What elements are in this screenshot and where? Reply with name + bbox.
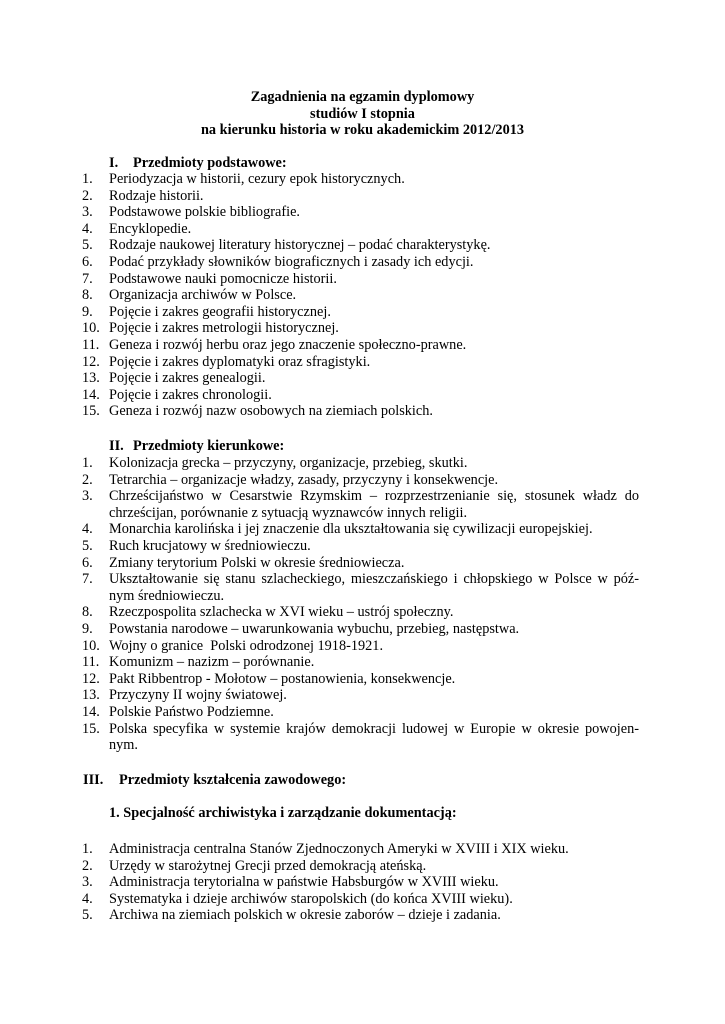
section-2-list — [0, 455, 725, 754]
list-item — [0, 874, 725, 891]
item-number: 14. — [82, 386, 100, 403]
item-number: 5. — [82, 237, 93, 254]
list-item — [0, 254, 725, 271]
item-number: 3. — [82, 488, 93, 505]
item-number: 10. — [82, 637, 100, 654]
item-number: 6. — [82, 253, 93, 270]
item-text: Wojny o granice Polski odrodzonej 1918-1921. — [109, 637, 384, 654]
item-text: Archiwa na ziemiach polskich w okresie zaborów – dzieje i zadania. — [109, 907, 501, 924]
item-text: Ruch krucjatowy w średniowieczu. — [109, 537, 311, 554]
item-text: Rodzaje naukowej literatury historycznej – podać charakterystykę. — [109, 237, 491, 254]
item-number: 6. — [82, 554, 93, 571]
item-text: Podstawowe nauki pomocnicze historii. — [109, 270, 337, 287]
item-text: Chrześcijaństwo w Cesarstwie Rzymskim – rozprzestrzenianie się, stosunek władz do chrześcijan, porównanie z sytuacją wyznawców innych religii. — [109, 488, 639, 521]
item-text: Administracja centralna Stanów Zjednoczonych Ameryki w XVIII i XIX wieku. — [109, 841, 569, 857]
list-item — [0, 287, 725, 304]
list-item — [0, 671, 725, 688]
list-item — [0, 687, 725, 704]
item-text: Kolonizacja grecka – przyczyny, organizacje, przebieg, skutki. — [109, 455, 468, 471]
section-3-numeral: III. — [83, 772, 104, 788]
item-number: 10. — [82, 320, 100, 337]
list-item — [0, 571, 725, 604]
item-text: Monarchia karolińska i jej znaczenie dla ukształtowania się cywilizacji europejskiej. — [109, 521, 593, 538]
item-number: 3. — [82, 874, 93, 891]
item-number: 4. — [82, 521, 93, 538]
item-number: 3. — [82, 204, 93, 221]
list-item — [0, 521, 725, 538]
list-item — [0, 237, 725, 254]
section-3-subheading: 1. Specjalność archiwistyka i zarządzanie dokumentacją: — [109, 805, 457, 821]
item-text: Pojęcie i zakres genealogii. — [109, 370, 266, 387]
list-item — [0, 858, 725, 875]
item-text: Polska specyfika w systemie krajów demokracji ludowej w Europie w okresie powojen-nym. — [109, 720, 639, 754]
list-item — [0, 370, 725, 387]
item-text: Rzeczpospolita szlachecka w XVI wieku – ustrój społeczny. — [109, 604, 454, 621]
item-number: 4. — [82, 220, 93, 237]
item-number: 1. — [82, 841, 93, 857]
section-3-list — [0, 841, 725, 924]
item-text: Pakt Ribbentrop - Mołotow – postanowienia, konsekwencje. — [109, 670, 456, 687]
section-1-list — [0, 171, 725, 420]
item-number: 7. — [82, 270, 93, 287]
title-line-3: na kierunku historia w roku akademickim 2012/2013 — [200, 122, 525, 138]
list-item — [0, 320, 725, 337]
list-item — [0, 354, 725, 371]
section-1-heading — [109, 155, 287, 172]
item-number: 15. — [82, 403, 100, 420]
item-number: 5. — [82, 537, 93, 554]
section-2-heading — [109, 438, 284, 455]
item-number: 2. — [82, 857, 93, 874]
list-item — [0, 271, 725, 288]
list-item — [0, 907, 725, 924]
item-text: Systematyka i dzieje archiwów staropolskich (do końca XVIII wieku). — [109, 890, 513, 907]
list-item — [0, 555, 725, 572]
list-item — [0, 654, 725, 671]
list-item — [0, 403, 725, 420]
list-item — [0, 204, 725, 221]
item-number: 14. — [82, 703, 100, 720]
item-number: 4. — [82, 890, 93, 907]
item-text: Tetrarchia – organizacje władzy, zasady, przyczyny i konsekwencje. — [109, 471, 499, 488]
item-number: 8. — [82, 287, 93, 304]
list-item — [0, 337, 725, 354]
item-number: 11. — [82, 654, 100, 671]
section-2-numeral: II. — [109, 438, 124, 454]
item-text: Ukształtowanie się stanu szlacheckiego, mieszczańskiego i chłopskiego w Polsce w póź-nym średniowieczu. — [109, 571, 639, 604]
list-item — [0, 704, 725, 721]
item-text: Przyczyny II wojny światowej. — [109, 687, 287, 704]
item-text: Pojęcie i zakres dyplomatyki oraz sfragistyki. — [109, 353, 371, 370]
item-number: 1. — [82, 455, 93, 471]
item-number: 13. — [82, 370, 100, 387]
item-number: 12. — [82, 353, 100, 370]
list-item — [0, 304, 725, 321]
title-line-1: Zagadnienia na egzamin dyplomowy — [250, 89, 475, 105]
list-item — [0, 721, 725, 754]
list-item — [0, 188, 725, 205]
list-item — [0, 621, 725, 638]
list-item — [0, 387, 725, 404]
section-2-title: Przedmioty kierunkowe: — [133, 438, 285, 454]
item-number: 5. — [82, 907, 93, 924]
item-number: 15. — [82, 720, 100, 737]
item-number: 12. — [82, 670, 100, 687]
section-3-title: Przedmioty kształcenia zawodowego: — [119, 772, 347, 788]
item-number: 8. — [82, 604, 93, 621]
item-number: 9. — [82, 303, 93, 320]
item-text: Pojęcie i zakres metrologii historycznej. — [109, 320, 339, 337]
section-1-title: Przedmioty podstawowe: — [133, 155, 287, 171]
item-number: 9. — [82, 620, 93, 637]
list-item — [0, 488, 725, 521]
list-item — [0, 604, 725, 621]
list-item — [0, 841, 725, 858]
item-text: Podać przykłady słowników biograficznych i zasady ich edycji. — [109, 253, 474, 270]
item-text: Administracja terytorialna w państwie Habsburgów w XVIII wieku. — [109, 874, 499, 891]
title-line-2: studiów I stopnia — [310, 106, 415, 122]
item-number: 13. — [82, 687, 100, 704]
item-number: 1. — [82, 171, 93, 187]
list-item — [0, 891, 725, 908]
list-item — [0, 221, 725, 238]
list-item — [0, 171, 725, 188]
item-text: Komunizm – nazizm – porównanie. — [109, 654, 315, 671]
item-text: Encyklopedie. — [109, 220, 192, 237]
item-number: 2. — [82, 471, 93, 488]
section-1-numeral: I. — [109, 155, 119, 171]
item-number: 2. — [82, 187, 93, 204]
list-item — [0, 538, 725, 555]
item-text: Organizacja archiwów w Polsce. — [109, 287, 297, 304]
item-text: Geneza i rozwój nazw osobowych na ziemiach polskich. — [109, 403, 433, 420]
item-text: Urzędy w starożytnej Grecji przed demokracją ateńską. — [109, 857, 427, 874]
item-text: Periodyzacja w historii, cezury epok historycznych. — [109, 171, 405, 187]
item-text: Polskie Państwo Podziemne. — [109, 703, 274, 720]
list-item — [0, 638, 725, 655]
item-text: Pojęcie i zakres chronologii. — [109, 386, 272, 403]
item-text: Podstawowe polskie bibliografie. — [109, 204, 300, 221]
item-number: 11. — [82, 336, 100, 353]
section-3-heading — [83, 772, 346, 789]
item-number: 7. — [82, 571, 93, 588]
list-item — [0, 472, 725, 489]
item-text: Geneza i rozwój herbu oraz jego znaczenie społeczno-prawne. — [109, 336, 467, 353]
item-text: Powstania narodowe – uwarunkowania wybuchu, przebieg, następstwa. — [109, 620, 520, 637]
item-text: Zmiany terytorium Polski w okresie średniowiecza. — [109, 554, 405, 571]
list-item — [0, 455, 725, 472]
item-text: Rodzaje historii. — [109, 187, 204, 204]
item-text: Pojęcie i zakres geografii historycznej. — [109, 303, 331, 320]
